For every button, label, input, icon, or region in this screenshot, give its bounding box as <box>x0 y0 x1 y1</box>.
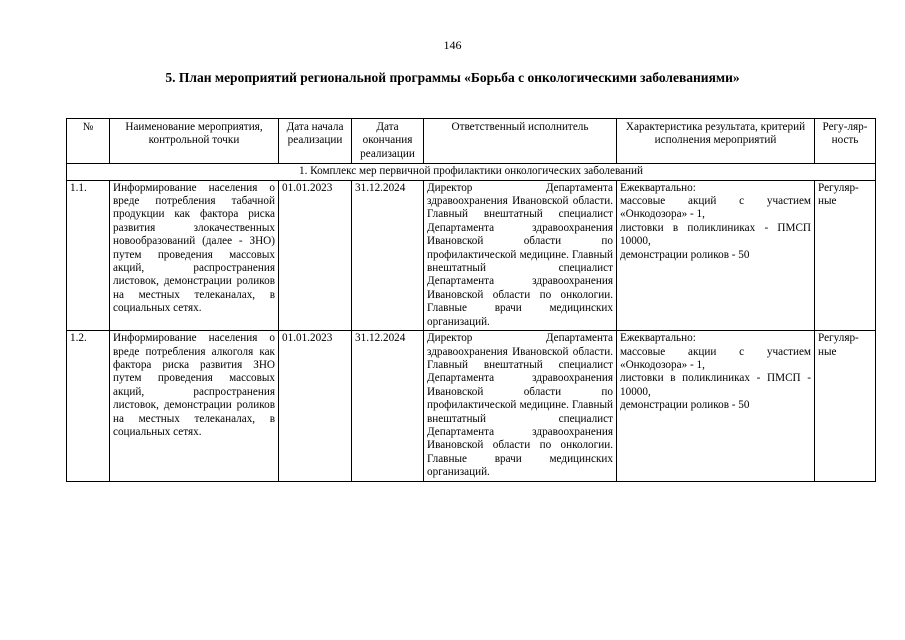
page-title: 5. План мероприятий региональной программы «Борьба с онкологическими заболеваниями» <box>165 70 740 85</box>
page-number: 146 <box>443 38 462 52</box>
row-result <box>617 331 815 481</box>
header-result: Характеристика результата, критерий исполнения мероприятий <box>617 119 815 164</box>
plan-table <box>66 118 876 482</box>
header-number: № <box>67 119 110 164</box>
row-end-date: 31.12.2024 <box>352 331 424 481</box>
row-start-date: 01.01.2023 <box>279 331 352 481</box>
row-executor: Директор Департамента здравоохранения Ивановской области. Главный внештатный специалист Департамента здравоохранения Ивановской области по профилактической медицине. Главный внештатный специалист Департамента здравоохранения Ивановской области по онкологии. Главные врачи медицинских организаций. <box>424 331 617 481</box>
result-line: массовые акций с участием «Онкодозора» - 1, <box>620 195 811 221</box>
row-start-date: 01.01.2023 <box>279 180 352 330</box>
section-row <box>67 164 876 180</box>
header-name: Наименование мероприятия, контрольной точки <box>110 119 279 164</box>
table-row <box>67 331 876 481</box>
table-row <box>67 180 876 330</box>
result-intro: Ежеквартально: <box>620 332 696 345</box>
result-line: демонстрации роликов - 50 <box>620 248 750 261</box>
header-executor: Ответственный исполнитель <box>424 119 617 164</box>
result-line: демонстрации роликов - 50 <box>620 399 750 412</box>
result-line: листовки в поликлиниках - ПМСП 10000, <box>620 221 811 248</box>
row-number: 1.1. <box>67 180 110 330</box>
row-number: 1.2. <box>67 331 110 481</box>
row-result <box>617 180 815 330</box>
row-name: Информирование населения о вреде потребления табачной продукции как фактора риска развития злокачественных новообразований (далее - ЗНО) путем проведения массовых акций, распространения листовок, демонстрации роликов на местных телеканалах, в социальных сетях. <box>110 180 279 330</box>
header-end-date: Дата окончания реализации <box>352 119 424 164</box>
header-start-date: Дата начала реализации <box>279 119 352 164</box>
table-header-row <box>67 119 876 164</box>
header-regularity: Регу-ляр-ность <box>815 119 876 164</box>
row-end-date: 31.12.2024 <box>352 180 424 330</box>
row-executor: Директор Департамента здравоохранения Ивановской области. Главный внештатный специалист Департамента здравоохранения Ивановской области по профилактической медицине. Главный внештатный специалист Департамента здравоохранения Ивановской области по онкологии. Главные врачи медицинских организаций. <box>424 180 617 330</box>
result-intro: Ежеквартально: <box>620 181 696 194</box>
result-line: массовые акции с участием «Онкодозора» - 1, <box>620 345 811 371</box>
section-title: 1. Комплекс мер первичной профилактики онкологических заболеваний <box>67 164 876 180</box>
row-regularity: Регуляр-ные <box>815 331 876 481</box>
result-line: листовки в поликлиниках - ПМСП - 10000, <box>620 372 811 398</box>
row-regularity: Регуляр-ные <box>815 180 876 330</box>
row-name: Информирование населения о вреде потребления алкоголя как фактора риска развития ЗНО путем проведения массовых акций, распространения листовок, демонстрации роликов на местных телеканалах, в социальных сетях. <box>110 331 279 481</box>
